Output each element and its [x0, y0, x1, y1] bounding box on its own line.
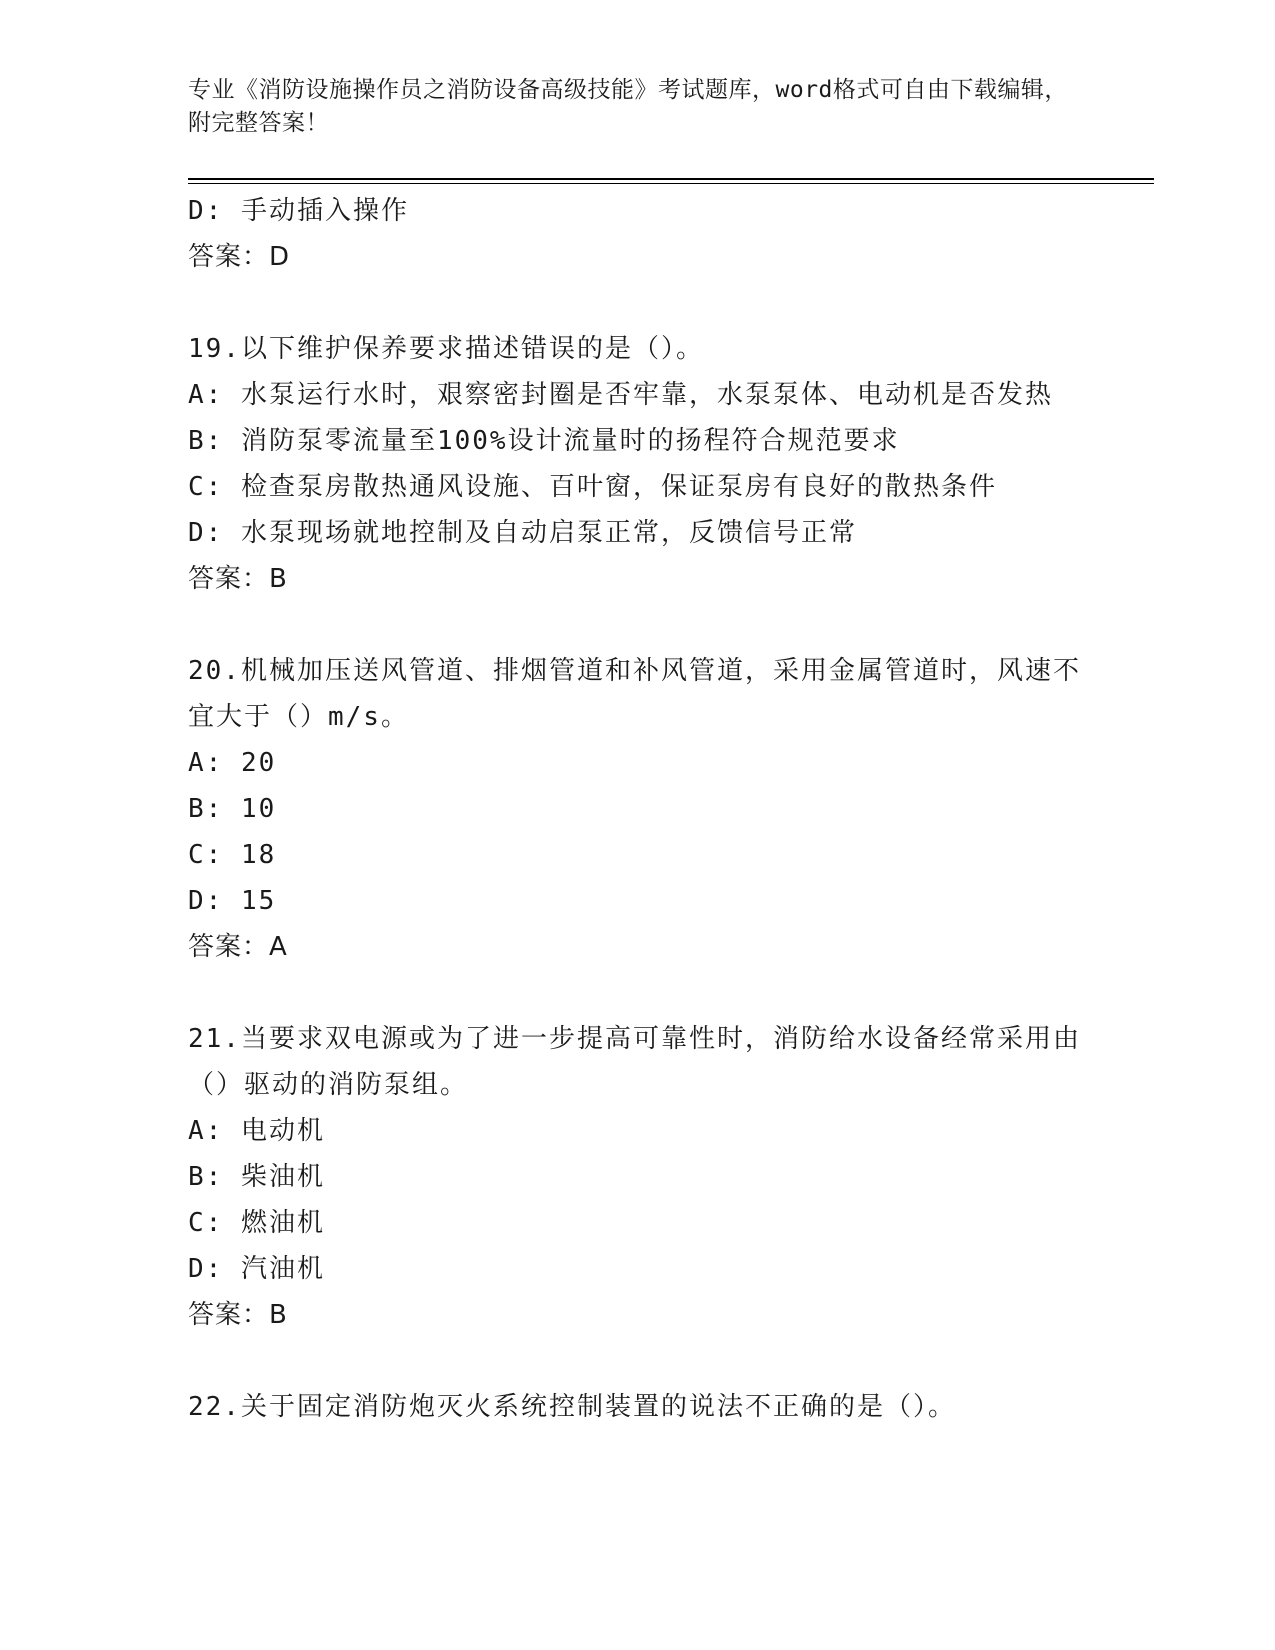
spacer — [188, 970, 1088, 1016]
option-c: C: 18 — [188, 840, 277, 870]
header-rule-thin — [188, 183, 1154, 184]
option-a: A: 电动机 — [188, 1116, 325, 1146]
header-rule-thick — [188, 178, 1154, 180]
option-a: A: 20 — [188, 748, 277, 778]
question-text: 19.以下维护保养要求描述错误的是（）。 — [188, 334, 704, 364]
spacer — [188, 280, 1088, 326]
option-b: B: 10 — [188, 794, 277, 824]
option-d: D: 手动插入操作 — [188, 196, 409, 226]
question-20 — [188, 648, 1088, 970]
question-22 — [188, 1384, 1088, 1430]
answer-line: 答案：D — [188, 242, 291, 272]
question-text: 22.关于固定消防炮灭火系统控制装置的说法不正确的是（）。 — [188, 1392, 956, 1422]
spacer — [188, 1338, 1088, 1384]
question-19 — [188, 326, 1088, 602]
answer-line: 答案：B — [188, 564, 288, 594]
spacer — [188, 602, 1088, 648]
question-text: 21.当要求双电源或为了进一步提高可靠性时，消防给水设备经常采用由（）驱动的消防泵组。 — [188, 1024, 1081, 1100]
option-d: D: 汽油机 — [188, 1254, 325, 1284]
document-header: 专业《消防设施操作员之消防设备高级技能》考试题库，word格式可自由下载编辑，附完整答案！ — [188, 77, 1068, 136]
answer-line: 答案：A — [188, 932, 288, 962]
question-21 — [188, 1016, 1088, 1338]
option-b: B: 消防泵零流量至100%设计流量时的扬程符合规范要求 — [188, 426, 900, 456]
question-text: 20.机械加压送风管道、排烟管道和补风管道，采用金属管道时，风速不宜大于（）m/s。 — [188, 656, 1081, 732]
document-body — [188, 188, 1088, 1430]
option-d: D: 水泵现场就地控制及自动启泵正常，反馈信号正常 — [188, 518, 857, 548]
option-a: A: 水泵运行水时，艰察密封圈是否牢靠，水泵泵体、电动机是否发热 — [188, 380, 1053, 410]
option-c: C: 检查泵房散热通风设施、百叶窗，保证泵房有良好的散热条件 — [188, 472, 997, 502]
option-b: B: 柴油机 — [188, 1162, 325, 1192]
option-d: D: 15 — [188, 886, 277, 916]
option-c: C: 燃油机 — [188, 1208, 325, 1238]
answer-line: 答案：B — [188, 1300, 288, 1330]
